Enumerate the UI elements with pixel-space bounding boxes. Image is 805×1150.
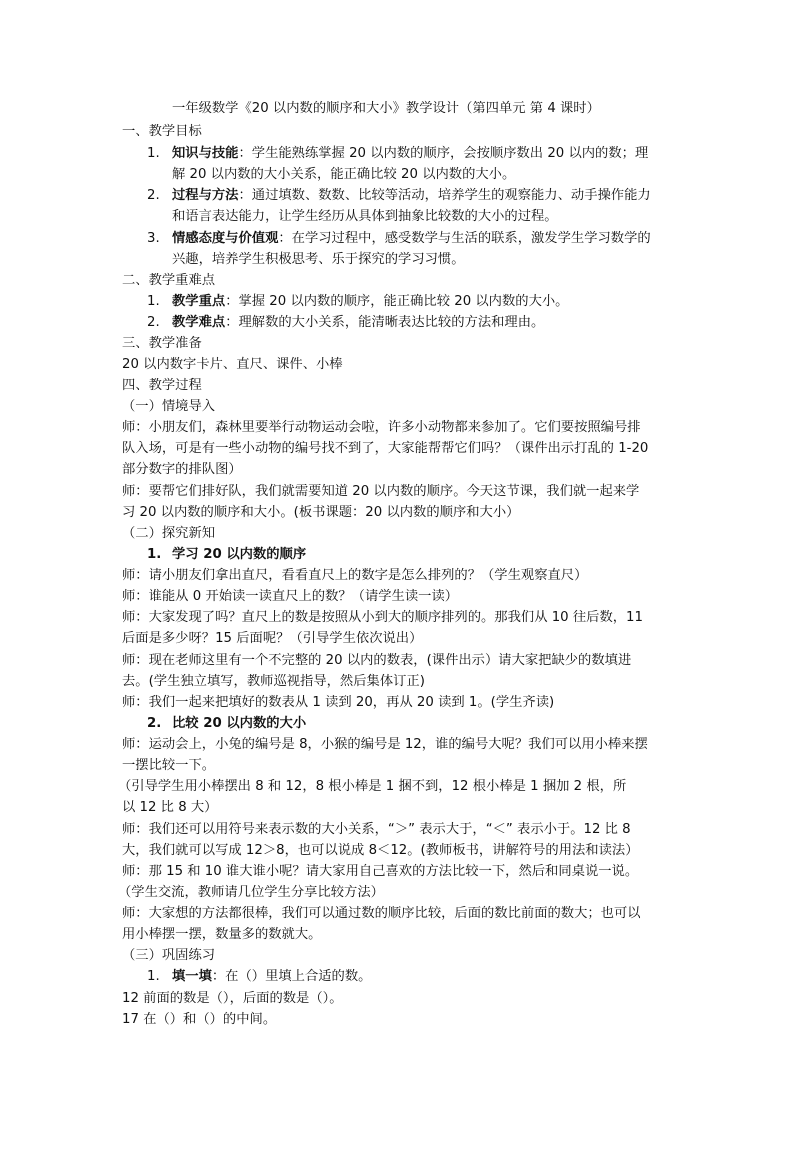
list-number: 3. — [147, 231, 160, 246]
paragraph-line: 12 前面的数是（），后面的数是（）。 — [122, 991, 343, 1006]
objective-process — [172, 186, 651, 206]
objective-term: 知识与技能 — [172, 146, 239, 161]
paragraph-line: （引导学生用小棒摆出 8 和 12，8 根小棒是 1 捆不到，12 根小棒是 1 捆加 2 根，所 — [118, 779, 627, 794]
paragraph-line: 师：要帮它们排好队，我们就需要知道 20 以内数的顺序。今天这节课，我们就一起来学 — [122, 484, 640, 499]
section-heading-objectives: 一、教学目标 — [122, 124, 202, 139]
key-point-text: ：掌握 20 以内数的顺序，能正确比较 20 以内数的大小。 — [225, 294, 569, 309]
preparation-text: 20 以内数字卡片、直尺、课件、小棒 — [122, 357, 343, 372]
paragraph-line: 师：请小朋友们拿出直尺，看看直尺上的数字是怎么排列的？（学生观察直尺） — [122, 568, 588, 583]
paragraph-line: 师：小朋友们，森林里要举行动物运动会啦，许多小动物都来参加了。它们要按照编号排 — [122, 420, 641, 435]
paragraph-line: 师：谁能从 0 开始读一读直尺上的数？（请学生读一读） — [122, 589, 459, 604]
key-point — [172, 292, 568, 312]
objective-term: 情感态度与价值观 — [172, 231, 279, 246]
objective-text-cont: 兴趣，培养学生积极思考、乐于探究的学习习惯。 — [172, 252, 465, 267]
paragraph-line: 师：那 15 和 10 谁大谁小呢？请大家用自己喜欢的方法比较一下，然后和同桌说一说。 — [122, 864, 639, 879]
paragraph-line: 师：我们一起来把填好的数表从 1 读到 20，再从 20 读到 1。(学生齐读) — [122, 695, 555, 710]
part-heading-explore: （二）探究新知 — [122, 526, 216, 541]
objective-term: 过程与方法 — [172, 188, 239, 203]
paragraph-line: 师：大家想的方法都很棒，我们可以通过数的顺序比较，后面的数比前面的数大；也可以 — [122, 906, 641, 921]
paragraph-line: 17 在（）和（）的中间。 — [122, 1012, 277, 1027]
paragraph-line: 习 20 以内数的顺序和大小。(板书课题：20 以内数的顺序和大小） — [122, 505, 520, 520]
section-heading-key-points: 二、教学重难点 — [122, 273, 216, 288]
objective-attitude — [172, 229, 651, 249]
list-number: 1. — [147, 969, 160, 984]
difficult-point-text: ：理解数的大小关系，能清晰表达比较的方法和理由。 — [225, 315, 545, 330]
objective-text-cont: 和语言表达能力，让学生经历从具体到抽象比较数的大小的过程。 — [172, 209, 558, 224]
subsection-number: 1. — [147, 547, 162, 562]
list-number: 2. — [147, 188, 160, 203]
objective-text: ：学生能熟练掌握 20 以内数的顺序，会按顺序数出 20 以内的数；理 — [238, 146, 649, 161]
key-point-term: 教学重点 — [172, 294, 226, 309]
paragraph-line: 部分数字的排队图） — [122, 462, 242, 477]
objective-text: ：通过填数、数数、比较等活动，培养学生的观察能力、动手操作能力 — [238, 188, 651, 203]
paragraph-line: 师：大家发现了吗？直尺上的数是按照从小到大的顺序排列的。那我们从 10 往后数，11 — [122, 610, 643, 625]
difficult-point — [172, 313, 544, 333]
list-number: 1. — [147, 146, 160, 161]
paragraph-line: 队入场，可是有一些小动物的编号找不到了，大家能帮帮它们吗？（课件出示打乱的 1-20 — [122, 441, 649, 456]
paragraph-line: 以 12 比 8 大） — [122, 800, 218, 815]
objective-text: ：在学习过程中，感受数学与生活的联系，激发学生学习数学的 — [278, 231, 651, 246]
objective-text-cont: 解 20 以内数的大小关系，能正确比较 20 以内数的大小。 — [172, 167, 516, 182]
part-heading-practice: （三）巩固练习 — [122, 948, 216, 963]
paragraph-line: 师：现在老师这里有一个不完整的 20 以内的数表，(课件出示）请大家把缺少的数填进 — [122, 653, 632, 668]
paragraph-line: 去。(学生独立填写，教师巡视指导，然后集体订正) — [122, 674, 425, 689]
paragraph-line: 大，我们就可以写成 12＞8，也可以说成 8＜12。(教师板书，讲解符号的用法和读法） — [122, 843, 639, 858]
difficult-point-term: 教学难点 — [172, 315, 226, 330]
part-heading-intro: （一）情境导入 — [122, 399, 216, 414]
paragraph-line: 一摆比较一下。 — [122, 758, 216, 773]
subsection-title: 学习 20 以内数的顺序 — [172, 547, 307, 562]
paragraph-line: 用小棒摆一摆，数量多的数就大。 — [122, 927, 322, 942]
list-number: 1. — [147, 294, 160, 309]
practice-item — [172, 967, 371, 987]
section-heading-process: 四、教学过程 — [122, 378, 202, 393]
list-number: 2. — [147, 315, 160, 330]
subsection-title: 比较 20 以内数的大小 — [172, 716, 307, 731]
paragraph-line: （学生交流，教师请几位学生分享比较方法） — [118, 885, 384, 900]
subsection-number: 2. — [147, 716, 162, 731]
practice-term: 填一填 — [172, 969, 212, 984]
section-heading-preparation: 三、教学准备 — [122, 336, 202, 351]
document-title: 一年级数学《20 以内数的顺序和大小》教学设计（第四单元 第 4 课时） — [172, 101, 600, 116]
paragraph-line: 师：运动会上，小兔的编号是 8，小猴的编号是 12，谁的编号大呢？我们可以用小棒来摆 — [122, 737, 648, 752]
paragraph-line: 师：我们还可以用符号来表示数的大小关系，“＞” 表示大于，“＜” 表示小于。12 比 8 — [122, 822, 631, 837]
practice-text: ：在（）里填上合适的数。 — [211, 969, 372, 984]
objective-knowledge — [172, 144, 648, 164]
paragraph-line: 后面是多少呀？15 后面呢？（引导学生依次说出） — [122, 631, 423, 646]
